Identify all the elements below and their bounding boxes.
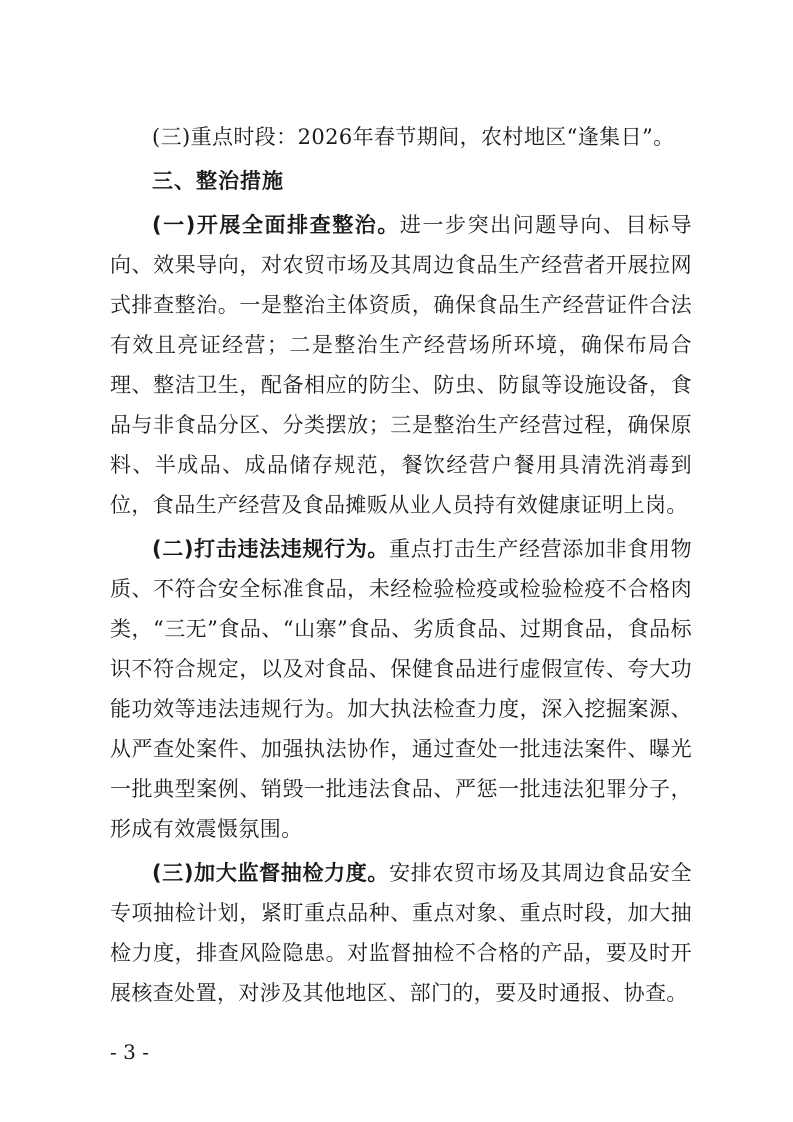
paragraph-lead: (三)加大监督抽检力度。: [152, 861, 390, 885]
paragraph-text: (三)重点时段：2026年春节期间，农村地区“逢集日”。: [152, 125, 675, 149]
page-number: - 3 -: [110, 1040, 149, 1064]
paragraph-key-period: [110, 117, 692, 157]
paragraph-lead: (一)开展全面排查整治。: [152, 213, 400, 237]
paragraph-body: 重点打击生产经营添加非食用物质、不符合安全标准食品，未经检验检疫或检验检疫不合格肉类，“三无”食品、“山寨”食品、劣质食品、过期食品，食品标识不符合规定，以及对食品、保健食品进行虚假宣传、夸大功能功效等违法违规行为。加大执法检查力度，深入挖掘案源、从严查处案件、加强执法协作，通过查处一批违法案件、曝光一批典型案例、销毁一批违法食品、严惩一批违法犯罪分子，形成有效震慑氛围。: [110, 537, 692, 841]
document-body: [110, 117, 692, 1013]
section-heading: [110, 161, 692, 201]
paragraph-inspection: [110, 853, 692, 1013]
paragraph-investigation: [110, 205, 692, 525]
section-heading-text: 三、整治措施: [152, 169, 284, 193]
paragraph-body: 安排农贸市场及其周边食品安全专项抽检计划，紧盯重点品种、重点对象、重点时段，加大抽检力度，排查风险隐患。对监督抽检不合格的产品，要及时开展核查处置，对涉及其他地区、部门的，要及时通报、协查。: [110, 861, 692, 1005]
paragraph-crackdown: [110, 529, 692, 849]
paragraph-lead: (二)打击违法违规行为。: [152, 537, 390, 561]
paragraph-body: 进一步突出问题导向、目标导向、效果导向，对农贸市场及其周边食品生产经营者开展拉网式排查整治。一是整治主体资质，确保食品生产经营证件合法有效且亮证经营；二是整治生产经营场所环境，确保布局合理、整洁卫生，配备相应的防尘、防虫、防鼠等设施设备，食品与非食品分区、分类摆放；三是整治生产经营过程，确保原料、半成品、成品储存规范，餐饮经营户餐用具清洗消毒到位，食品生产经营及食品摊贩从业人员持有效健康证明上岗。: [110, 213, 693, 517]
